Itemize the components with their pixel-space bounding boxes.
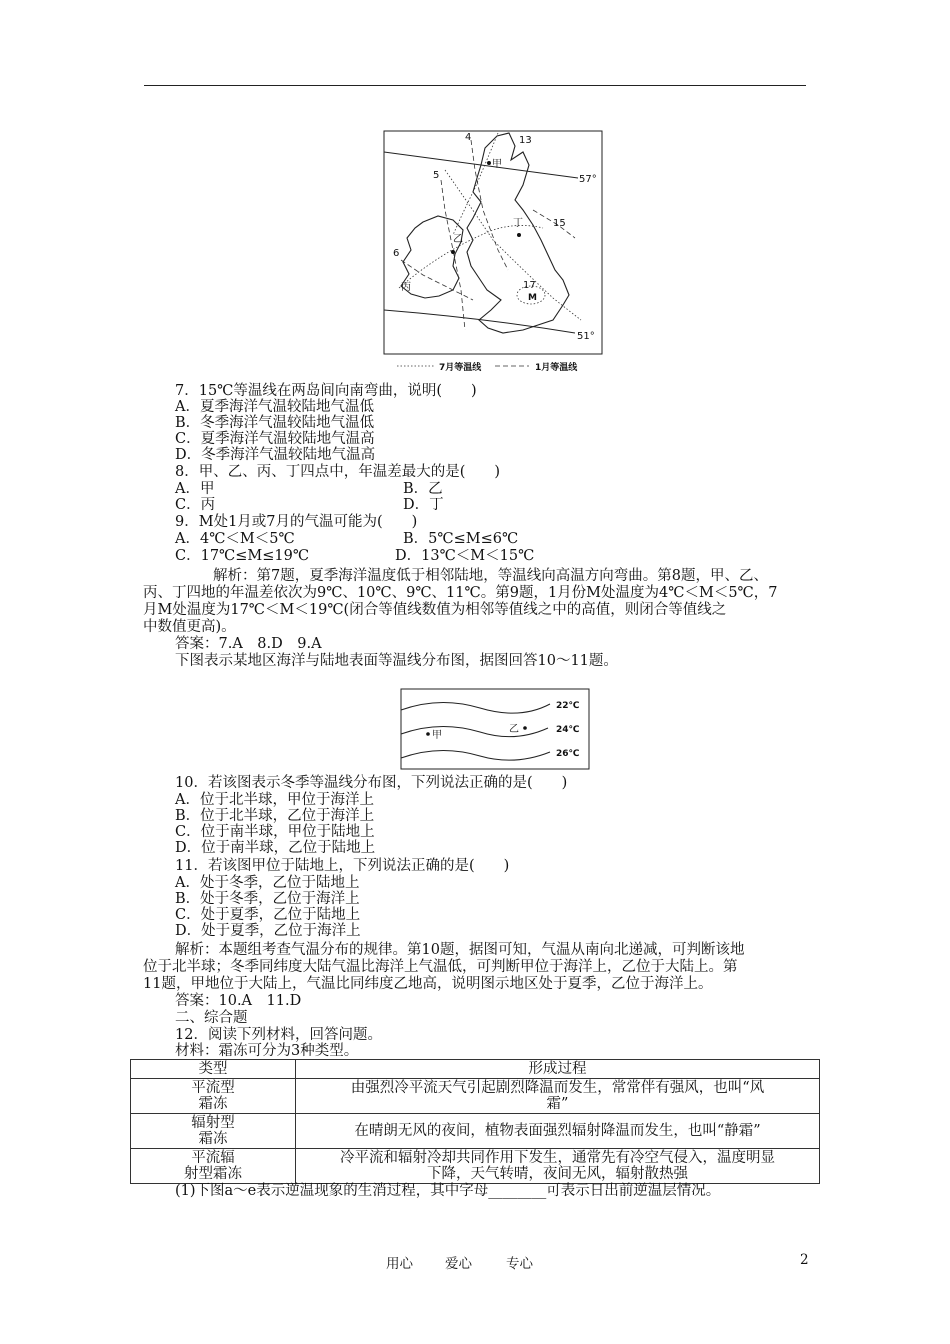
label-m: M [528, 293, 537, 303]
q9-stem: 9．M处1月或7月的气温可能为( ) [175, 514, 418, 530]
table-row [131, 1149, 820, 1184]
label-yi-2: 乙 [509, 724, 519, 735]
isotherm-22 [401, 702, 550, 713]
q9-option-a: A．4℃＜M＜5℃ [175, 531, 295, 547]
label-6: 6 [393, 248, 400, 259]
q11-option-b: B．处于冬季，乙位于海洋上 [175, 891, 360, 907]
q10-option-b: B．位于北半球，乙位于海洋上 [175, 808, 375, 824]
label-5: 5 [433, 170, 440, 181]
label-jia: 甲 [492, 159, 502, 170]
q10-stem: 10．若该图表示冬季等温线分布图，下列说法正确的是( ) [175, 775, 568, 791]
q10-option-a: A．位于北半球，甲位于海洋上 [175, 792, 374, 808]
legend-july-label: 7月等温线 [439, 363, 482, 373]
q7-stem: 7．15℃等温线在两岛间向南弯曲，说明( ) [175, 383, 477, 399]
section-title: 二、综合题 [175, 1010, 248, 1026]
isotherm-wave-figure [400, 688, 590, 770]
process-line: 冷平流和辐射冷却共同作用下发生，通常先有冷空气侵入，温度明显 [340, 1150, 775, 1166]
q11-stem: 11．若该图甲位于陆地上，下列说法正确的是( ) [175, 858, 510, 874]
label-22c: 22℃ [556, 701, 580, 711]
analysis2-line-3: 11题，甲地位于大陆上，气温比同纬度乙地高，说明图示地区处于夏季，乙位于海洋上。 [143, 976, 713, 992]
label-15: 15 [553, 218, 566, 229]
isotherm-26 [401, 750, 550, 760]
footer-right: 专心 [506, 1256, 533, 1272]
jan-isotherm-5 [441, 180, 465, 330]
label-26c: 26℃ [556, 749, 580, 759]
label-bing: 丙 [401, 282, 411, 293]
analysis1-line-3: 月M处温度为17℃＜M＜19℃(闭合等值线数值为相邻等值线之中的高值，则闭合等值线之 [143, 602, 727, 618]
q9-option-b: B．5℃≤M≤6℃ [403, 531, 519, 547]
q8-option-b: B．乙 [403, 481, 443, 497]
page-number: 2 [800, 1252, 809, 1268]
type-line: 平流型 [191, 1080, 235, 1096]
label-57: 57° [579, 174, 597, 185]
answer1: 答案：7.A 8.D 9.A [175, 636, 322, 652]
analysis1-line-1: 解析：第7题，夏季海洋温度低于相邻陆地，等温线向高温方向弯曲。第8题，甲、乙、 [213, 568, 768, 584]
q7-option-c: C．夏季海洋气温较陆地气温高 [175, 431, 375, 447]
type-line: 平流辐 [191, 1150, 235, 1166]
type-line: 霜冻 [198, 1096, 228, 1112]
label-jia-2: 甲 [432, 730, 442, 741]
q12-part1: (1)下图a～e表示逆温现象的生消过程，其中字母________可表示日出前逆温层情况。 [175, 1183, 721, 1199]
material-text: 材料：霜冻可分为3种类型。 [175, 1043, 359, 1059]
q8-option-a: A．甲 [175, 481, 215, 497]
point-jia [487, 161, 491, 165]
analysis1-line-4: 中数值更高)。 [143, 619, 236, 635]
q7-option-d: D．冬季海洋气温较陆地气温高 [175, 447, 376, 463]
point-yi [451, 250, 455, 254]
q8-stem: 8．甲、乙、丙、丁四点中，年温差最大的是( ) [175, 464, 501, 480]
q8-option-c: C．丙 [175, 497, 216, 513]
q10-option-c: C．位于南半球，甲位于陆地上 [175, 824, 375, 840]
process-line: 在晴朗无风的夜间，植物表面强烈辐射降温而发生，也叫“静霜” [354, 1123, 761, 1139]
analysis2-line-2: 位于北半球；冬季同纬度大陆气温比海洋上气温低，可判断甲位于海洋上，乙位于大陆上。第 [143, 959, 738, 975]
q12-stem: 12．阅读下列材料，回答问题。 [175, 1027, 382, 1043]
footer-left: 用心 [386, 1256, 413, 1272]
point-ding [517, 233, 521, 237]
process-line: 由强烈冷平流天气引起剧烈降温而发生，常常伴有强风，也叫“风 [350, 1080, 765, 1096]
q7-option-b: B．冬季海洋气温较陆地气温低 [175, 415, 375, 431]
intro2: 下图表示某地区海洋与陆地表面等温线分布图，据图回答10～11题。 [175, 653, 618, 669]
point-jia-2 [426, 732, 430, 736]
type-line: 霜冻 [198, 1131, 228, 1147]
label-4: 4 [465, 132, 472, 143]
table-row [131, 1114, 820, 1149]
jan-isotherm-4 [471, 140, 508, 270]
latitude-51-line [384, 310, 575, 333]
q11-option-a: A．处于冬季，乙位于陆地上 [175, 875, 360, 891]
analysis2-line-1: 解析：本题组考查气温分布的规律。第10题，据图可知，气温从南向北递减，可判断该地 [175, 942, 745, 958]
q11-option-c: C．处于夏季，乙位于陆地上 [175, 907, 361, 923]
analysis1-line-2: 丙、丁四地的年温差依次为9℃、10℃、9℃、11℃。第9题，1月份M处温度为4℃＜M＜5℃，7 [143, 585, 778, 601]
header-type: 类型 [131, 1060, 296, 1079]
main-island-coastline [467, 133, 569, 333]
legend-jan-label: 1月等温线 [535, 363, 578, 373]
table-row [131, 1079, 820, 1114]
frost-type-table [130, 1059, 820, 1184]
header-process: 形成过程 [296, 1060, 820, 1079]
answer2: 答案：10.A 11.D [175, 993, 302, 1009]
label-yi: 乙 [453, 234, 463, 245]
q7-option-a: A．夏季海洋气温较陆地气温低 [175, 399, 374, 415]
label-24c: 24℃ [556, 725, 580, 735]
table-header-row [131, 1060, 820, 1079]
type-line: 射型霜冻 [184, 1166, 242, 1182]
type-line: 辐射型 [191, 1115, 235, 1131]
label-17: 17 [523, 280, 536, 291]
q9-option-c: C．17℃≤M≤19℃ [175, 548, 310, 564]
q8-option-d: D．丁 [403, 497, 444, 513]
point-yi-2 [523, 726, 527, 730]
q10-option-d: D．位于南半球，乙位于陆地上 [175, 840, 376, 856]
label-ding: 丁 [513, 218, 523, 229]
isotherm-map-figure [383, 130, 603, 375]
label-13: 13 [519, 135, 532, 146]
label-51: 51° [577, 331, 595, 342]
process-line: 霜” [546, 1096, 569, 1112]
process-line: 下降，天气转晴，夜间无风，辐射散热强 [427, 1166, 688, 1182]
q9-option-d: D．13℃＜M＜15℃ [395, 548, 535, 564]
july-isotherm-15 [445, 170, 581, 320]
footer-middle: 爱心 [445, 1256, 472, 1272]
header-rule [144, 85, 806, 86]
q11-option-d: D．处于夏季，乙位于海洋上 [175, 923, 361, 939]
